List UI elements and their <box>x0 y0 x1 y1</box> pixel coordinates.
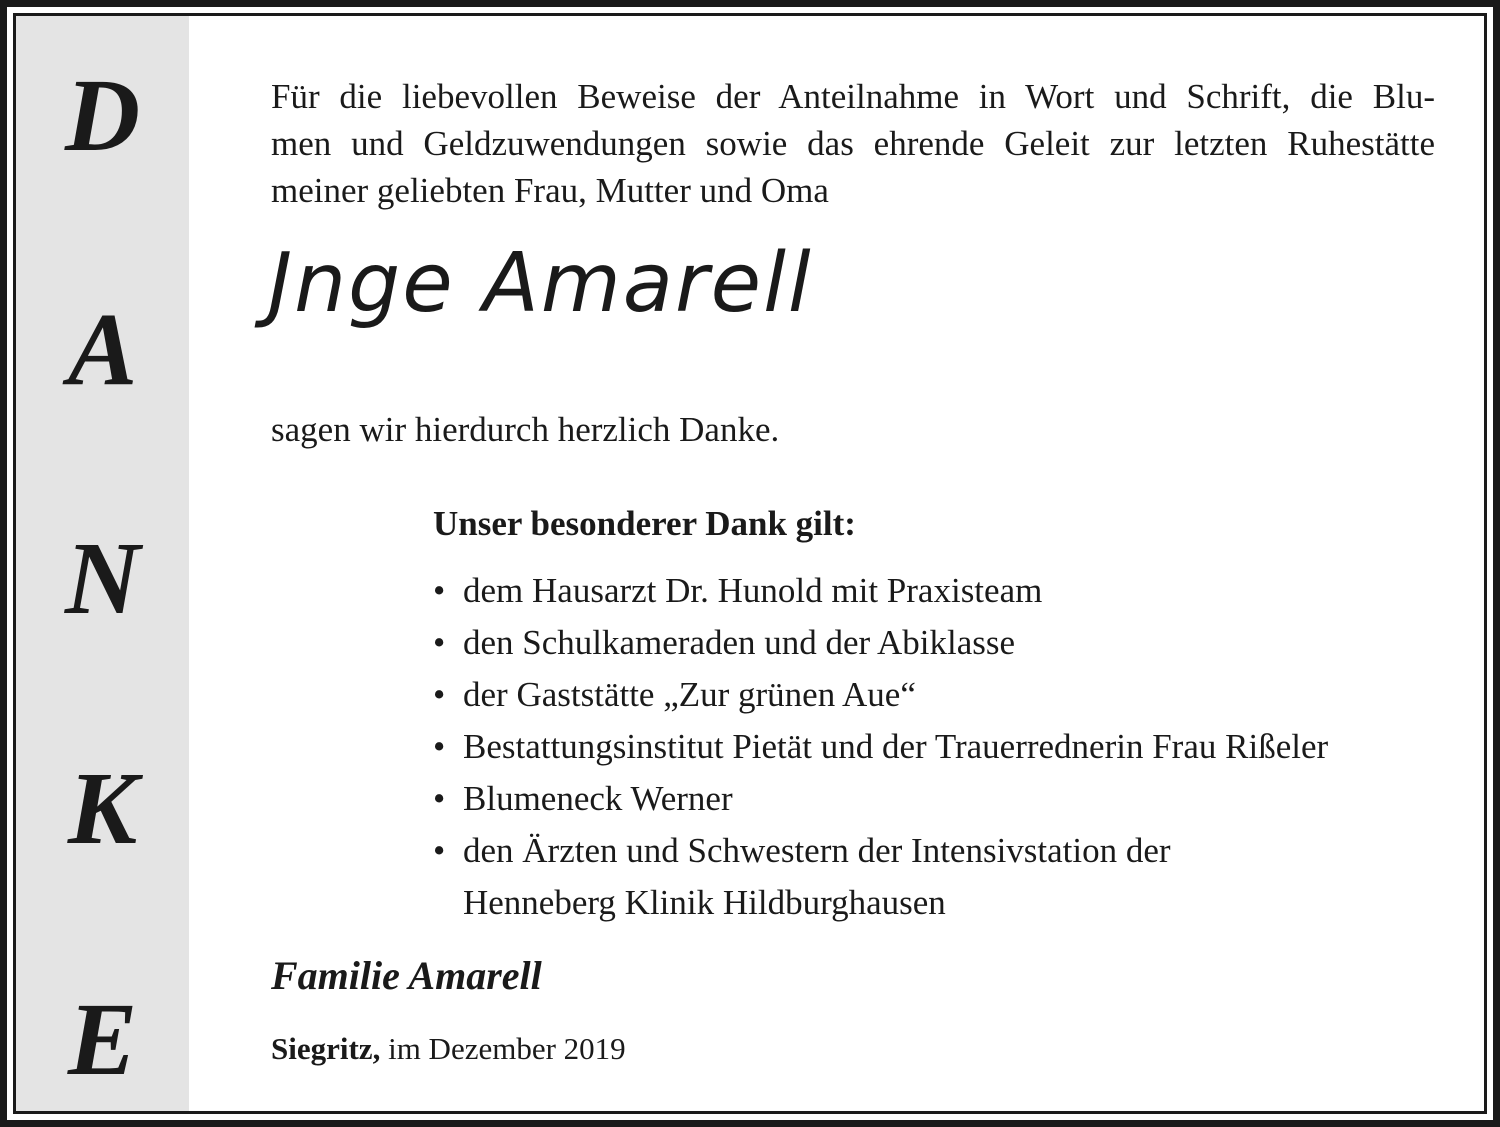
intro-line-2: men und Geldzuwendungen sowie das ehrende Geleit zur letzten Ruhestätte <box>271 124 1435 163</box>
family-signature: Familie Amarell <box>271 953 542 998</box>
list-item <box>433 617 1328 669</box>
date-text: im Dezember 2019 <box>388 1031 626 1066</box>
side-letter-n: N <box>64 521 141 636</box>
place-name: Siegritz, <box>271 1031 381 1066</box>
bullet-icon: • <box>433 779 446 818</box>
list-item <box>433 825 1328 929</box>
bullet-icon: • <box>433 831 446 870</box>
side-letter-a: A <box>67 292 138 407</box>
intro-line-1: Für die liebevollen Beweise der Anteilnahme in Wort und Schrift, die Blu- <box>271 77 1435 116</box>
bullet-icon: • <box>433 571 446 610</box>
list-item <box>433 669 1328 721</box>
list-item <box>433 773 1328 825</box>
side-letter-d: D <box>64 58 141 173</box>
list-item-text: der Gaststätte „Zur grünen Aue“ <box>463 675 916 714</box>
list-item-continuation: Henneberg Klinik Hildburghausen <box>463 883 946 922</box>
list-item-text: den Ärzten und Schwestern der Intensivstation der <box>463 831 1171 870</box>
list-item-text: Bestattungsinstitut Pietät und der Trauerrednerin Frau Rißeler <box>463 727 1329 766</box>
side-letter-e: E <box>67 982 138 1097</box>
thanks-line: sagen wir hierdurch herzlich Danke. <box>271 410 780 449</box>
side-letter-k: K <box>67 751 138 866</box>
list-item <box>433 721 1328 773</box>
list-item-text: dem Hausarzt Dr. Hunold mit Praxisteam <box>463 571 1043 610</box>
bullet-icon: • <box>433 675 446 714</box>
list-item-text: den Schulkameraden und der Abiklasse <box>463 623 1016 662</box>
deceased-name: Jnge Amarell <box>268 236 813 331</box>
place-and-date <box>271 1027 626 1071</box>
list-item-text: Blumeneck Werner <box>463 779 733 818</box>
list-item <box>433 565 1328 617</box>
intro-line-3: meiner geliebten Frau, Mutter und Oma <box>271 171 829 210</box>
special-thanks-heading: Unser besonderer Dank gilt: <box>433 504 856 543</box>
bullet-icon: • <box>433 727 446 766</box>
special-thanks-list <box>433 565 1328 929</box>
intro-paragraph <box>271 73 1435 214</box>
bullet-icon: • <box>433 623 446 662</box>
